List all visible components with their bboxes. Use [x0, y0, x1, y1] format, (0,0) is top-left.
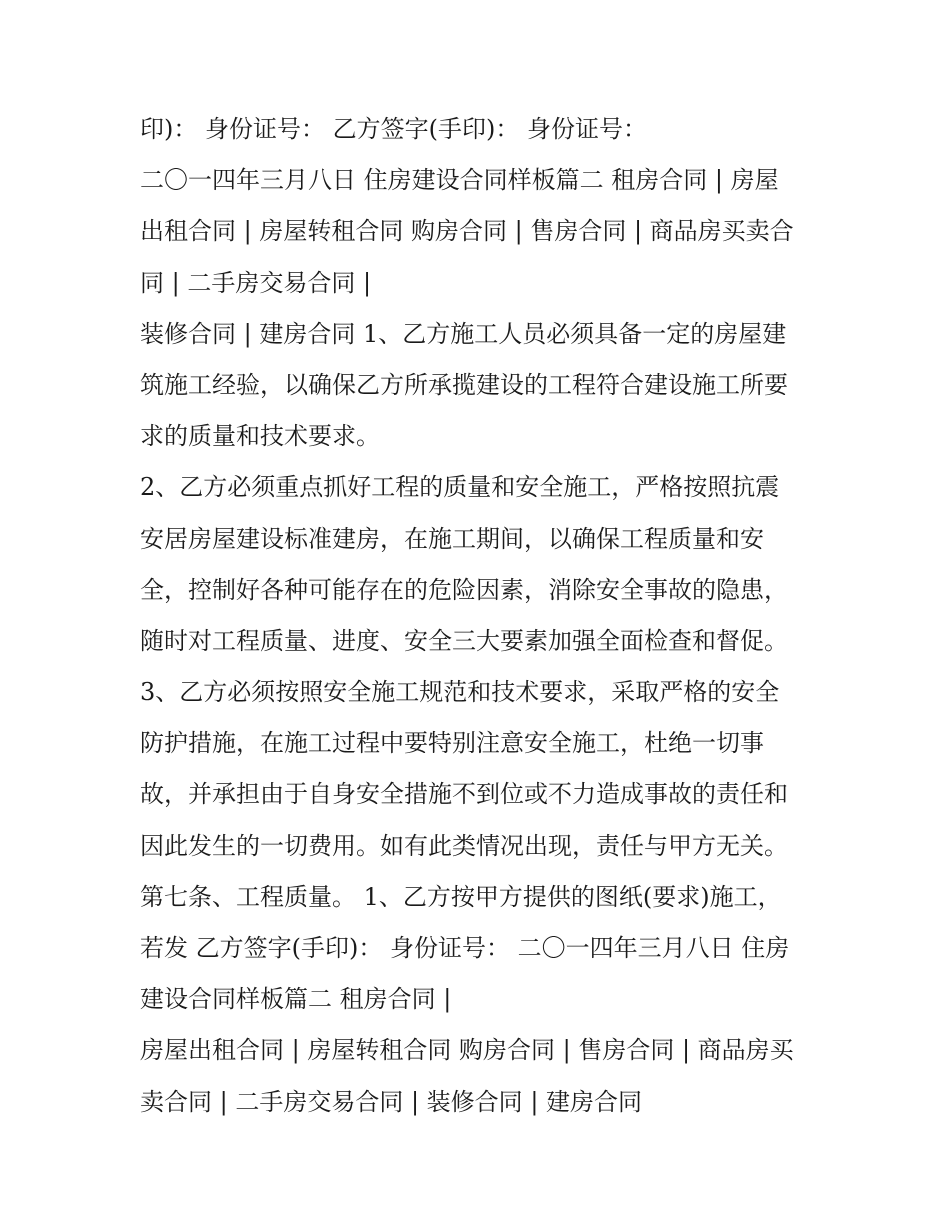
- text-line: 全，控制好各种可能存在的危险因素，消除安全事故的隐患，: [140, 575, 788, 604]
- text-line: 出租合同 | 房屋转租合同 购房合同 | 售房合同 | 商品房买卖合: [140, 217, 794, 246]
- text-line: 卖合同 | 二手房交易合同 | 装修合同 | 建房合同: [140, 1087, 643, 1116]
- text-line: 建设合同样板篇二 租房合同 |: [140, 985, 452, 1014]
- text-line: 随时对工程质量、进度、安全三大要素加强全面检查和督促。: [140, 626, 788, 655]
- text-line: 装修合同 | 建房合同 1、乙方施工人员必须具备一定的房屋建: [140, 319, 787, 348]
- text-line: 第七条、工程质量。 1、乙方按甲方提供的图纸(要求)施工，: [140, 882, 782, 911]
- text-line: 安居房屋建设标准建房，在施工期间，以确保工程质量和安: [140, 524, 764, 553]
- text-line: 因此发生的一切费用。如有此类情况出现，责任与甲方无关。: [140, 831, 788, 860]
- text-line: 若发 乙方签字(手印)： 身份证号： 二〇一四年三月八日 住房: [140, 934, 790, 962]
- document-body: [140, 104, 820, 1128]
- text-line: 二〇一四年三月八日 住房建设合同样板篇二 租房合同 | 房屋: [140, 166, 779, 195]
- text-line: 同 | 二手房交易合同 |: [140, 268, 372, 297]
- text-line: 防护措施，在施工过程中要特别注意安全施工，杜绝一切事: [140, 729, 764, 758]
- text-line: 故，并承担由于自身安全措施不到位或不力造成事故的责任和: [140, 780, 788, 809]
- text-line: 2、乙方必须重点抓好工程的质量和安全施工，严格按照抗震: [140, 473, 780, 502]
- text-line: 筑施工经验，以确保乙方所承揽建设的工程符合建设施工所要: [140, 370, 788, 399]
- text-line: 房屋出租合同 | 房屋转租合同 购房合同 | 售房合同 | 商品房买: [140, 1036, 794, 1065]
- text-line: 3、乙方必须按照安全施工规范和技术要求，采取严格的安全: [140, 678, 780, 707]
- text-line: 印)： 身份证号： 乙方签字(手印)： 身份证号：: [140, 115, 647, 143]
- text-line: 求的质量和技术要求。: [140, 422, 380, 451]
